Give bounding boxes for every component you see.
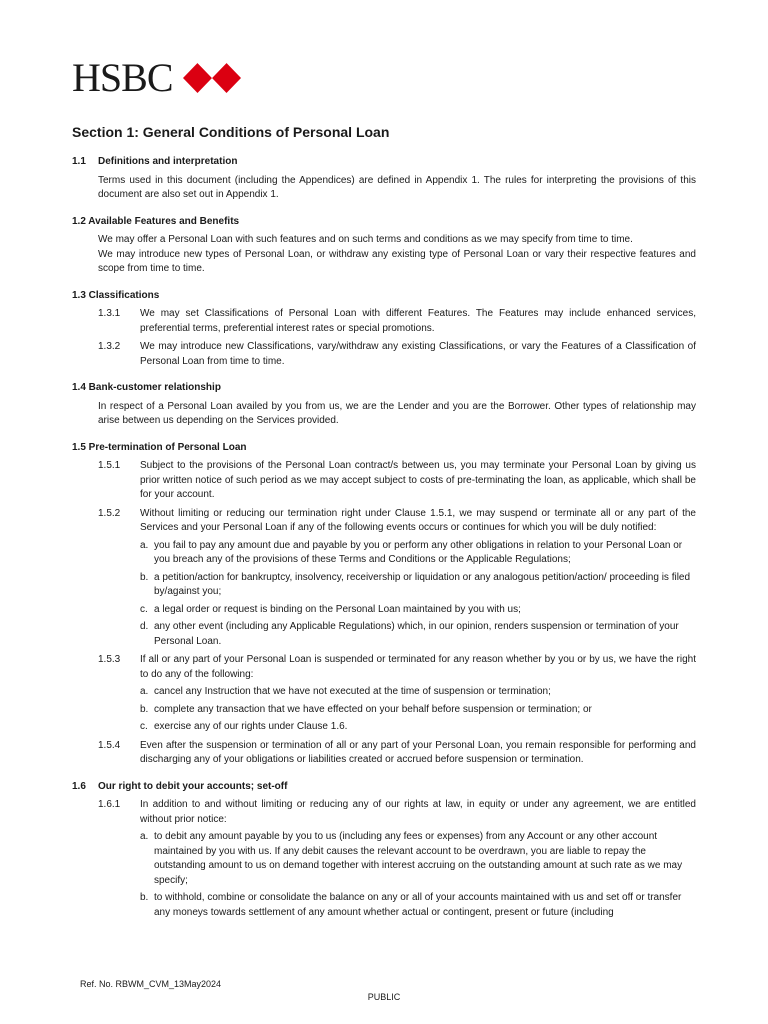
- item-letter: a.: [140, 686, 149, 697]
- item-letter: b.: [140, 703, 149, 715]
- section-1-6-heading: [72, 780, 696, 795]
- clause-text: If all or any part of your Personal Loan is suspended or terminated for any reason whether by you or by us, we have the right to do any of the following:: [140, 654, 696, 680]
- clause-number: 1.3.2: [98, 341, 121, 352]
- section-heading-text: Definitions and interpretation: [98, 156, 238, 167]
- section-number: 1.6: [72, 780, 86, 792]
- section-1-4-body: In respect of a Personal Loan availed by you from us, we are the Lender and you are the Borrower. Other types of relationship may arise between us depending on the Services provided.: [98, 400, 696, 426]
- item-text: cancel any Instruction that we have not executed at the time of suspension or termination;: [154, 686, 551, 697]
- clause-1-3-1: [98, 307, 696, 336]
- item-text: a petition/action for bankruptcy, insolvency, receivership or liquidation or any analogous petition/action/ proceeding is filed by/against you;: [154, 571, 691, 597]
- clause-text: Subject to the provisions of the Personal Loan contract/s between us, you may terminate your Personal Loan by giving us prior written notice of such period as we may accept subject to costs of pre-terminating the loan, as applicable, which shall be for your account.: [140, 460, 696, 500]
- item-letter: b.: [140, 571, 149, 583]
- clause-1-5-3: [98, 653, 696, 682]
- clause-number: 1.5.1: [98, 460, 121, 471]
- section-1-2-body-1: We may offer a Personal Loan with such features and on such terms and conditions as we may specify from time to time.: [98, 234, 633, 245]
- list-item: [140, 703, 696, 718]
- item-letter: d.: [140, 621, 149, 632]
- classification-label: PUBLIC: [367, 992, 401, 1002]
- clause-1-5-1: [98, 459, 696, 503]
- clause-1-5-2: [98, 507, 696, 536]
- list-item: [140, 571, 696, 600]
- item-text: you fail to pay any amount due and payable by you or perform any other obligations in relation to your Personal Loan or you breach any of the provisions of these Terms and Conditions or the Applicable Regulations;: [154, 539, 683, 565]
- section-1-2-heading: 1.2 Available Features and Benefits: [72, 215, 240, 227]
- section-1-3-heading: 1.3 Classifications: [72, 289, 160, 301]
- item-text: any other event (including any Applicable Regulations) which, in our opinion, renders suspension or termination of your Personal Loan.: [154, 621, 679, 647]
- clause-1-3-2: [98, 340, 696, 369]
- list-item: [140, 720, 696, 735]
- clause-number: 1.6.1: [98, 799, 121, 810]
- clause-1-5-3-items: [140, 685, 696, 735]
- clause-1-5-2-items: [140, 539, 696, 650]
- clause-1-5-4: [98, 739, 696, 768]
- hexagon-logo-icon: [183, 63, 241, 93]
- section-title: Section 1: General Conditions of Personal Loan: [72, 124, 390, 140]
- list-item: [140, 685, 696, 700]
- list-item: [140, 830, 696, 888]
- clause-text: Without limiting or reducing our termination right under Clause 1.5.1, we may suspend or terminate all or any part of the Services and your Personal Loan if any of the following events occurs or continues for which you will be duly notified:: [140, 507, 696, 533]
- item-text: a legal order or request is binding on the Personal Loan maintained by you with us;: [154, 603, 521, 615]
- list-item: [140, 603, 696, 618]
- item-letter: a.: [140, 539, 149, 551]
- item-letter: a.: [140, 831, 149, 842]
- clause-1-6-1-items: [140, 830, 696, 920]
- clause-text: Even after the suspension or termination of all or any part of your Personal Loan, you remain responsible for performing and discharging any of your obligations or liabilities created or accrued before suspension or termination.: [140, 739, 696, 765]
- list-item: [140, 539, 696, 568]
- item-letter: c.: [140, 721, 148, 732]
- item-text: to withhold, combine or consolidate the balance on any or all of your accounts maintained with us and set off or transfer any moneys towards settlement of any amount whether actual or contingent, present or future (including: [154, 892, 682, 918]
- section-1-1-body: Terms used in this document (including the Appendices) are defined in Appendix 1. The rules for interpreting the provisions of this document are also set out in Appendix 1.: [98, 174, 696, 200]
- clause-text: We may set Classifications of Personal Loan with different Features. The Features may include enhanced services, preferential terms, preferential interest rates or special promotions.: [140, 308, 696, 334]
- section-1-5-heading: 1.5 Pre-termination of Personal Loan: [72, 441, 247, 453]
- list-item: [140, 620, 696, 649]
- item-text: exercise any of our rights under Clause 1.6.: [154, 721, 348, 732]
- item-letter: c.: [140, 603, 148, 615]
- clause-number: 1.5.4: [98, 739, 121, 751]
- section-1-1-heading: [72, 155, 696, 170]
- clause-number: 1.5.2: [98, 507, 121, 519]
- hsbc-logo: [72, 55, 241, 100]
- section-number: 1.1: [72, 156, 86, 167]
- list-item: [140, 891, 696, 920]
- item-text: complete any transaction that we have effected on your behalf before suspension or termination; or: [154, 703, 592, 715]
- clause-number: 1.5.3: [98, 654, 121, 665]
- section-1-2-body-2: We may introduce new types of Personal Loan, or withdraw any existing type of Personal Loan or vary their respective features and scope from time to time.: [98, 248, 696, 274]
- clause-text: We may introduce new Classifications, vary/withdraw any existing Classifications, or vary the Features of a Classification of Personal Loan from time to time.: [140, 341, 696, 367]
- reference-number: Ref. No. RBWM_CVM_13May2024: [80, 979, 222, 989]
- section-1-4-heading: 1.4 Bank-customer relationship: [72, 382, 221, 393]
- section-heading-text: Our right to debit your accounts; set-off: [98, 780, 288, 792]
- item-letter: b.: [140, 892, 149, 903]
- logo-wordmark: HSBC: [72, 55, 173, 100]
- item-text: to debit any amount payable by you to us (including any fees or expenses) from any Account or any other account maintained by you with us. If any debit causes the relevant account to be overdrawn, you are liable to repay the outstanding amount to us on demand together with interest accruing on the outstanding amount at such rate as we may specify;: [154, 831, 683, 886]
- document-body: [72, 155, 696, 920]
- clause-1-6-1: [98, 798, 696, 827]
- clause-text: In addition to and without limiting or reducing any of our rights at law, in equity or under any agreement, we are entitled without prior notice:: [140, 799, 696, 825]
- clause-number: 1.3.1: [98, 308, 121, 319]
